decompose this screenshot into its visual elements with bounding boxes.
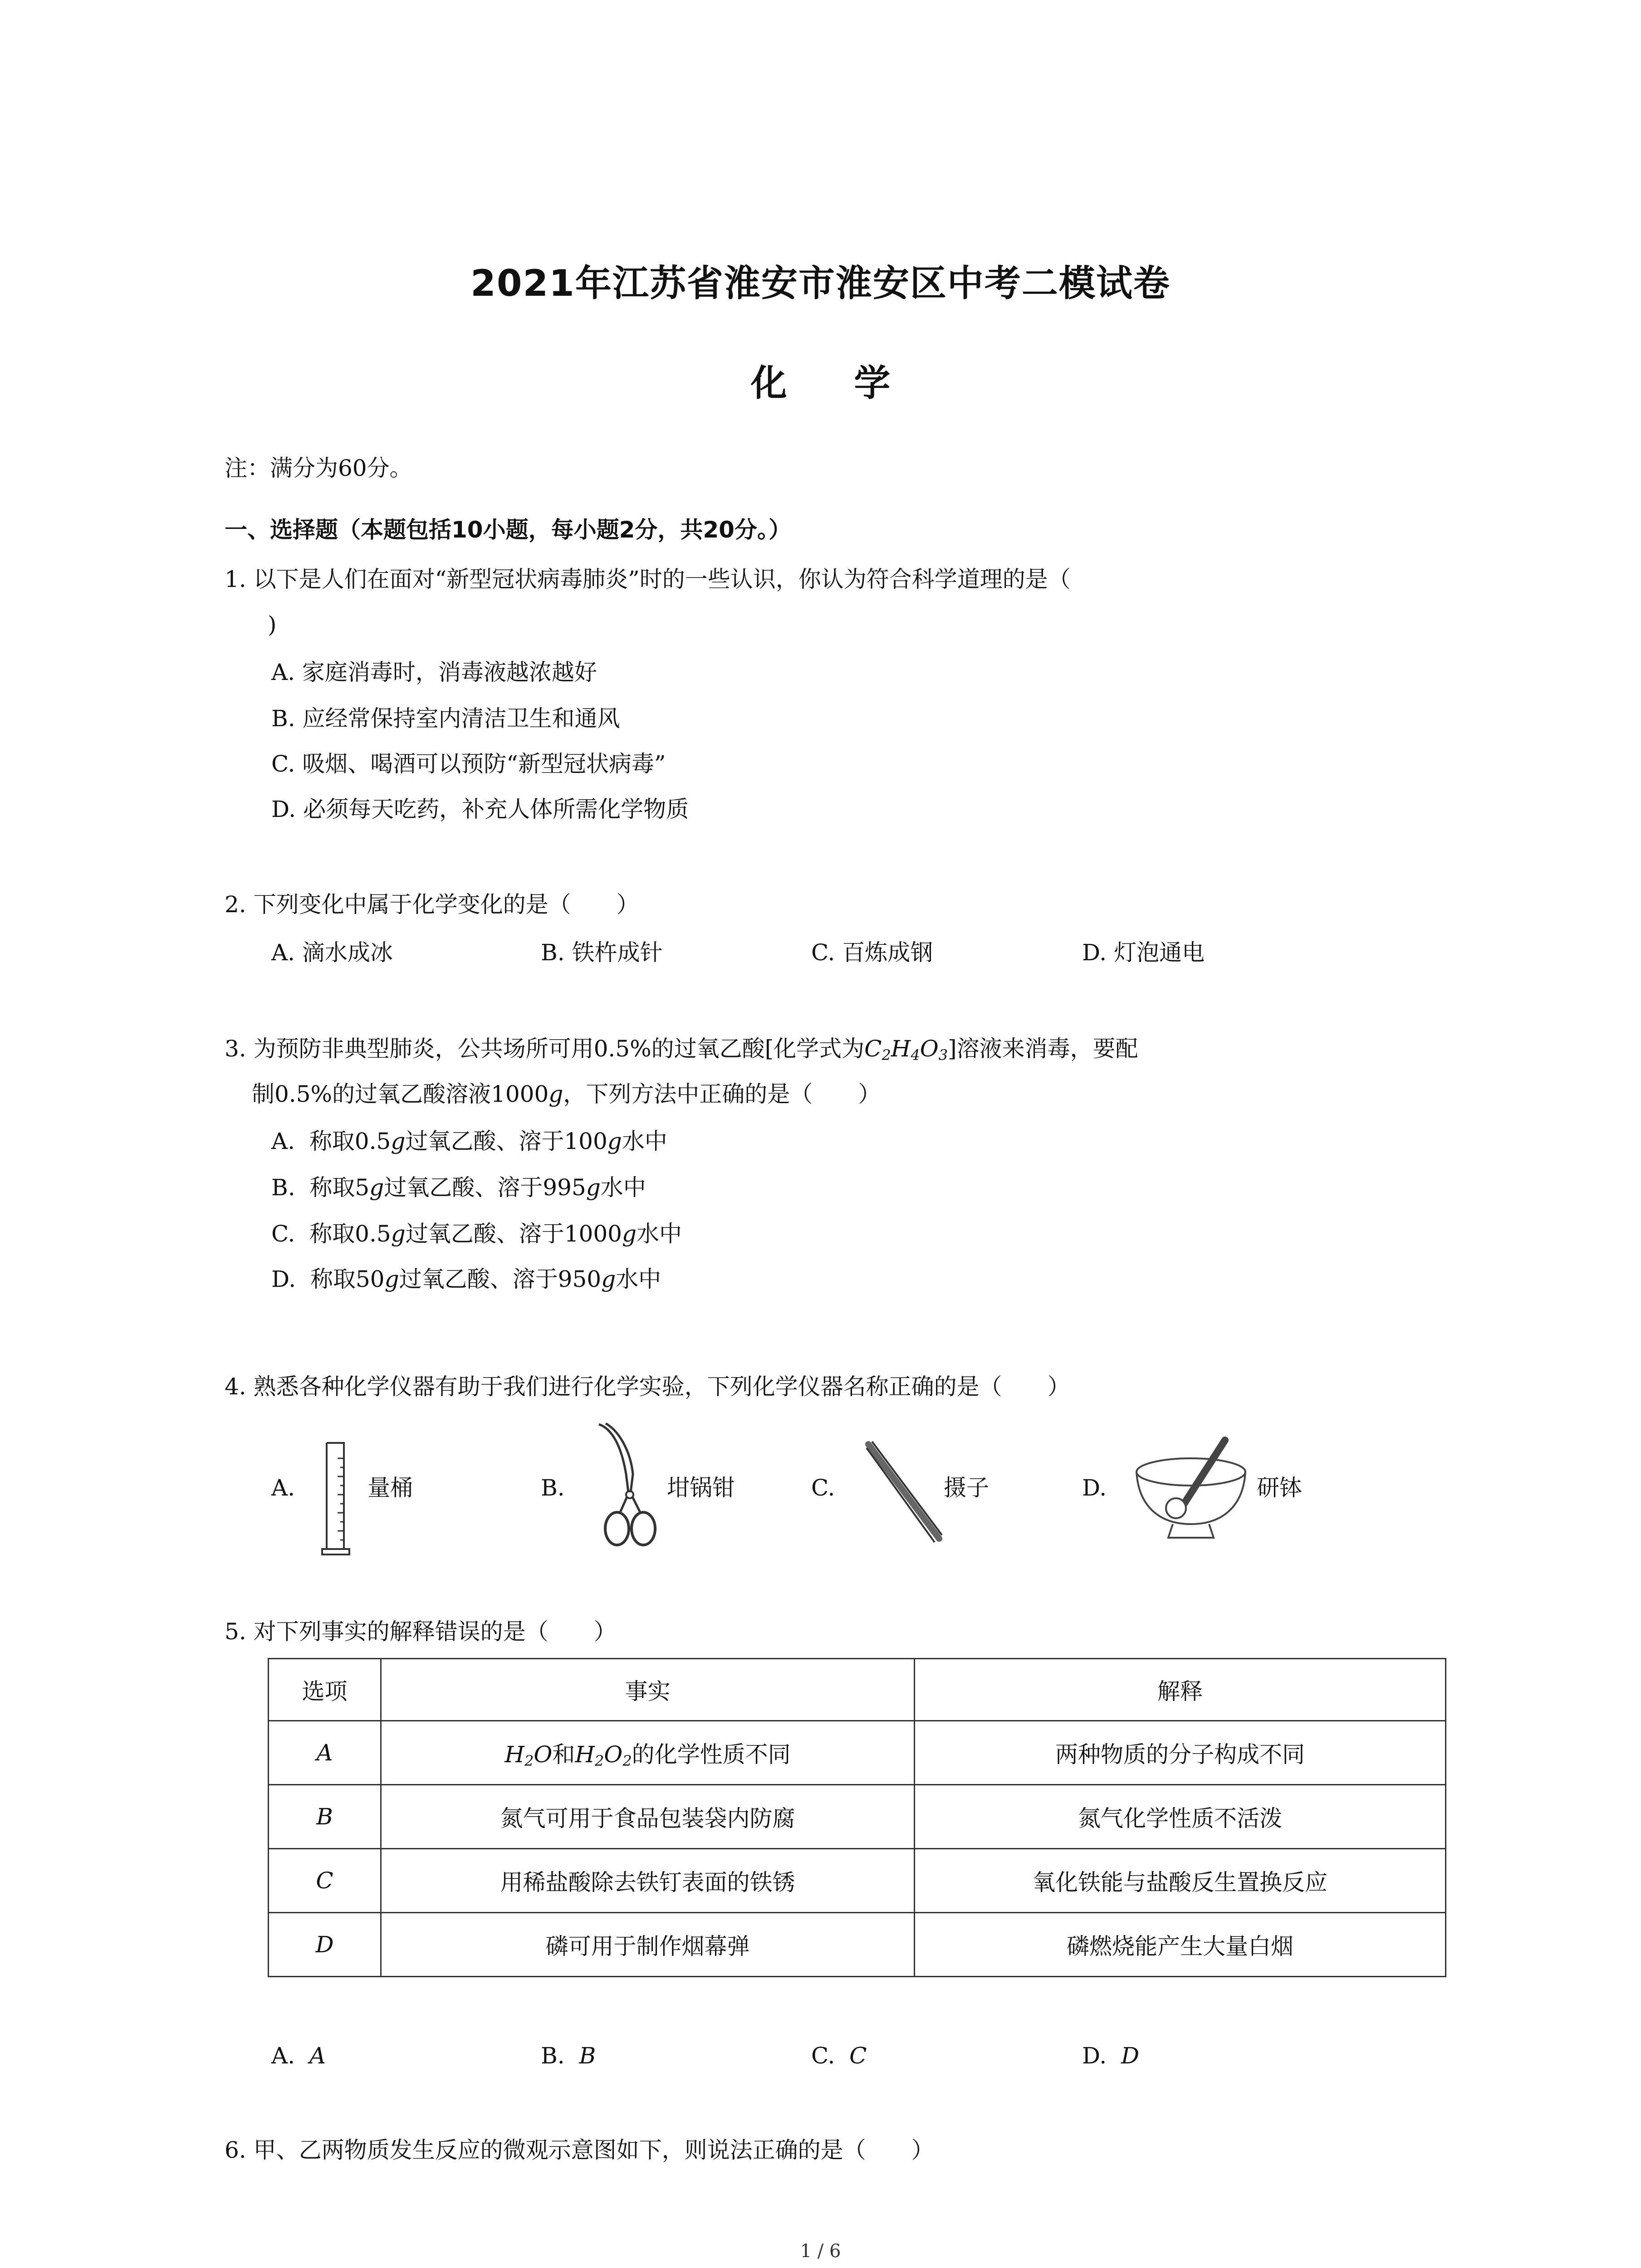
table-header-row bbox=[269, 1659, 1446, 1721]
question-3-option-c: C. 称取0.5g过氧乙酸、溶于1000g水中 bbox=[271, 1221, 682, 1247]
question-2-option-a: A. 滴水成冰 bbox=[271, 939, 393, 966]
question-2-option-d: D. 灯泡通电 bbox=[1082, 939, 1205, 966]
score-note: 注：满分为60分。 bbox=[225, 455, 412, 481]
tweezers-icon bbox=[862, 1438, 948, 1547]
question-5-option-c: C. C bbox=[811, 2043, 867, 2069]
question-3-option-b: B. 称取5g过氧乙酸、溶于995g水中 bbox=[271, 1174, 646, 1201]
question-1-option-b: B. 应经常保持室内清洁卫生和通风 bbox=[271, 705, 620, 732]
question-2-option-b: B. 铁杵成针 bbox=[541, 939, 663, 966]
question-4-option-b-label: 坩锅钳 bbox=[667, 1475, 735, 1501]
question-3-option-d: D. 称取50g过氧乙酸、溶于950g水中 bbox=[271, 1266, 661, 1292]
table-header-explanation: 解释 bbox=[915, 1659, 1446, 1721]
table-row bbox=[269, 1849, 1446, 1913]
question-5-option-d: D. D bbox=[1082, 2043, 1140, 2069]
question-4-stem: 4. 熟悉各种化学仪器有助于我们进行化学实验，下列化学仪器名称正确的是（ ） bbox=[225, 1374, 1070, 1400]
question-5-option-b: B. B bbox=[541, 2043, 596, 2069]
table-row bbox=[269, 1721, 1446, 1785]
question-1-stem: 1. 以下是人们在面对“新型冠状病毒肺炎”时的一些认识，你认为符合科学道理的是（ bbox=[225, 566, 1071, 592]
table-cell-option: A bbox=[269, 1721, 381, 1785]
question-4-option-d-letter: D. bbox=[1082, 1475, 1107, 1501]
question-1-stem-end: ) bbox=[268, 611, 277, 638]
question-2-option-c: C. 百炼成钢 bbox=[811, 939, 933, 966]
question-4-option-c-letter: C. bbox=[811, 1475, 835, 1501]
table-row bbox=[269, 1785, 1446, 1849]
table-cell-fact: 氮气可用于食品包装袋内防腐 bbox=[381, 1785, 915, 1849]
table-cell-fact: $H_2O$和$H_2O_2$的化学性质不同 bbox=[381, 1721, 915, 1785]
question-4-option-b-letter: B. bbox=[541, 1475, 565, 1501]
table-row bbox=[269, 1913, 1446, 1977]
crucible-tongs-icon bbox=[585, 1420, 671, 1551]
question-4-option-d-label: 研钵 bbox=[1257, 1475, 1302, 1501]
mortar-and-pestle-icon bbox=[1130, 1436, 1252, 1549]
table-header-option: 选项 bbox=[269, 1659, 381, 1721]
facts-table bbox=[268, 1658, 1446, 1977]
subject-title: 化 学 bbox=[750, 362, 918, 404]
table-cell-fact: 磷可用于制作烟幕弹 bbox=[381, 1913, 915, 1977]
table-cell-explanation: 氮气化学性质不活泼 bbox=[915, 1785, 1446, 1849]
question-5-option-a: A. A bbox=[271, 2043, 326, 2069]
formula-peracetic-acid: $C_2H_4O_3$ bbox=[864, 1036, 948, 1064]
table-cell-fact: 用稀盐酸除去铁钉表面的铁锈 bbox=[381, 1849, 915, 1913]
page-number: 1 / 6 bbox=[800, 2241, 841, 2262]
question-1-option-a: A. 家庭消毒时，消毒液越浓越好 bbox=[271, 659, 597, 685]
section-heading: 一、选择题（本题包括10小题，每小题2分，共20分。） bbox=[225, 517, 791, 543]
table-cell-option: D bbox=[269, 1913, 381, 1977]
table-cell-option: B bbox=[269, 1785, 381, 1849]
question-4-option-a-letter: A. bbox=[271, 1475, 295, 1501]
question-6-stem: 6. 甲、乙两物质发生反应的微观示意图如下，则说法正确的是（ ） bbox=[225, 2137, 934, 2163]
question-1-option-d: D. 必须每天吃药，补充人体所需化学物质 bbox=[271, 796, 689, 822]
table-cell-explanation: 两种物质的分子构成不同 bbox=[915, 1721, 1446, 1785]
question-4-option-a-label: 量桶 bbox=[367, 1475, 413, 1501]
question-2-stem: 2. 下列变化中属于化学变化的是（ ） bbox=[225, 891, 639, 918]
question-5-stem: 5. 对下列事实的解释错误的是（ ） bbox=[225, 1618, 617, 1645]
question-4-option-c-label: 摄子 bbox=[944, 1475, 989, 1501]
table-cell-option: C bbox=[269, 1849, 381, 1913]
table-header-fact: 事实 bbox=[381, 1659, 915, 1721]
question-3-option-a: A. 称取0.5g过氧乙酸、溶于100g水中 bbox=[271, 1128, 667, 1154]
graduated-cylinder-icon bbox=[318, 1440, 358, 1558]
page-title: 2021年江苏省淮安市淮安区中考二模试卷 bbox=[470, 262, 1171, 304]
table-cell-explanation: 氧化铁能与盐酸反生置换反应 bbox=[915, 1849, 1446, 1913]
question-1-option-c: C. 吸烟、喝酒可以预防“新型冠状病毒” bbox=[271, 751, 666, 777]
table-cell-explanation: 磷燃烧能产生大量白烟 bbox=[915, 1913, 1446, 1977]
question-3-stem-line-1: 3. 为预防非典型肺炎，公共场所可用0.5%的过氧乙酸[化学式为$C_2H_4O_3$]溶液来消毒，要配 bbox=[225, 1036, 1138, 1064]
question-3-stem-line-2: 制0.5%的过氧乙酸溶液1000g，下列方法中正确的是（ ） bbox=[252, 1081, 881, 1107]
